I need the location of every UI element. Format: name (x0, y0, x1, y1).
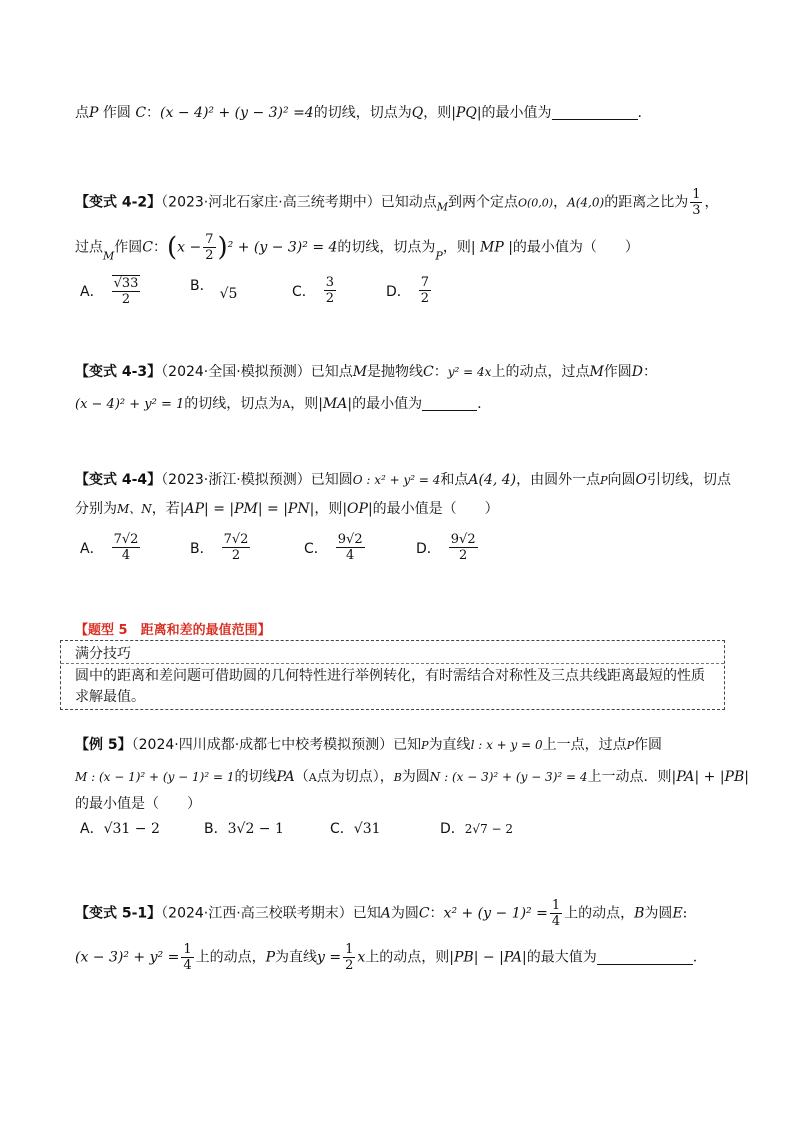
answer-blank[interactable] (552, 105, 638, 120)
option-d[interactable]: D．2√7 − 2 (440, 821, 514, 837)
option-a[interactable]: A．√31 − 2 (80, 821, 160, 837)
ex5-line2: M : (x − 1)² + (y − 1)² = 1的切线PA（A点为切点），B为圆N : (x − 3)² + (y − 3)² = 4上一动点．则|PA| + |PB| (75, 769, 749, 785)
answer-blank[interactable] (597, 950, 693, 965)
v42-line2: 过点$_M$作圆C：(x − $\frac{7}{2}$ )² + (y − 3)² = 4的切线，切点为$_P$，则| MP |的最小值为（ ） (75, 232, 639, 263)
option-b[interactable]: B．3√2 − 1 (204, 821, 284, 837)
question-source: （2024·全国·模拟预测） (161, 364, 311, 380)
v42-line1: 【变式 4-2】（2023·河北石家庄·高三统考期中）已知动点$_M$到两个定点O(0,0)，A(4,0)的距离之比为 $\frac{1}{3}$ ， (75, 187, 719, 218)
option-c[interactable]: C． $\frac{3}{2}$ (292, 275, 335, 306)
answer-blank[interactable] (422, 396, 477, 411)
tip-divider (61, 663, 724, 664)
v43-line2: (x − 4)² + y² = 1的切线，切点为A，则|MA|的最小值为 . (75, 396, 482, 412)
tip-box (60, 640, 725, 710)
option-b[interactable]: B． $\frac{7√2}{2}$ (190, 532, 249, 563)
question-tag: 【变式 4-4】 (75, 472, 162, 488)
question-source: （2024·江西·高三校联考期末） (161, 905, 353, 922)
question-source: （2023·河北石家庄·高三统考期中） (161, 194, 381, 211)
option-d[interactable]: D． $\frac{7}{2}$ (386, 275, 430, 306)
question-source: （2024·四川成都·成都七中校考模拟预测） (131, 737, 394, 753)
v51-line1: 【变式 5-1】（2024·江西·高三校联考期末）已知A为圆C：x² + (y − 1)² = $\frac{1}{4}$ 上的动点，B为圆E: (75, 898, 688, 929)
option-a[interactable]: A． $\frac{7√2}{4}$ (80, 532, 139, 563)
question-tag: 【例 5】 (75, 737, 132, 753)
option-c[interactable]: C．√31 (330, 821, 381, 837)
option-c[interactable]: C． $\frac{9√2}{4}$ (304, 532, 363, 563)
option-d[interactable]: D． $\frac{9√2}{2}$ (416, 532, 476, 563)
ex5-line3: 的最小值是（ ） (75, 796, 201, 812)
question-tag: 【变式 4-3】 (75, 364, 162, 380)
section-heading: 【题型 5 距离和差的最值范围】 (75, 623, 271, 638)
para0-line: 点P 作圆 C：(x − 4)² + (y − 3)² =4的切线，切点为Q，则|PQ|的最小值为 . (75, 105, 642, 121)
v43-line1: 【变式 4-3】（2024·全国·模拟预测）已知点M是抛物线C：y² = 4x上的动点，过点M作圆D： (75, 364, 658, 380)
tip-body: 圆中的距离和差问题可借助圆的几何特性进行举例转化，有时需结合对称性及三点共线距离最短的性质求解最值。 (75, 668, 705, 705)
option-b[interactable]: B． √5 (190, 278, 238, 302)
question-tag: 【变式 5-1】 (75, 905, 162, 922)
tip-title: 满分技巧 (75, 646, 131, 662)
question-source: （2023·浙江·模拟预测） (161, 472, 311, 488)
v44-line1: 【变式 4-4】（2023·浙江·模拟预测）已知圆O : x² + y² = 4和点A(4, 4)，由圆外一点P向圆O引切线，切点 (75, 472, 732, 488)
v44-line2: 分别为M、N，若|AP| = |PM| = |PN|，则|OP|的最小值是（ ） (75, 501, 499, 517)
v51-line2: (x − 3)² + y² = $\frac{1}{4}$ 上的动点，P为直线y = $\frac{1}{2}$ x上的动点，则|PB| − |PA|的最大值为 . (75, 942, 698, 973)
option-a[interactable]: A． $\frac{√33}{2}$ (80, 276, 139, 307)
ratio-fraction: $\frac{1}{3}$ (692, 187, 701, 218)
ex5-line1: 【例 5】（2024·四川成都·成都七中校考模拟预测）已知P为直线l : x + y = 0上一点，过点P作圆 (75, 737, 663, 753)
question-tag: 【变式 4-2】 (75, 194, 162, 211)
circle-c-equation: (x − 4)² + (y − 3)² =4 (160, 105, 314, 121)
